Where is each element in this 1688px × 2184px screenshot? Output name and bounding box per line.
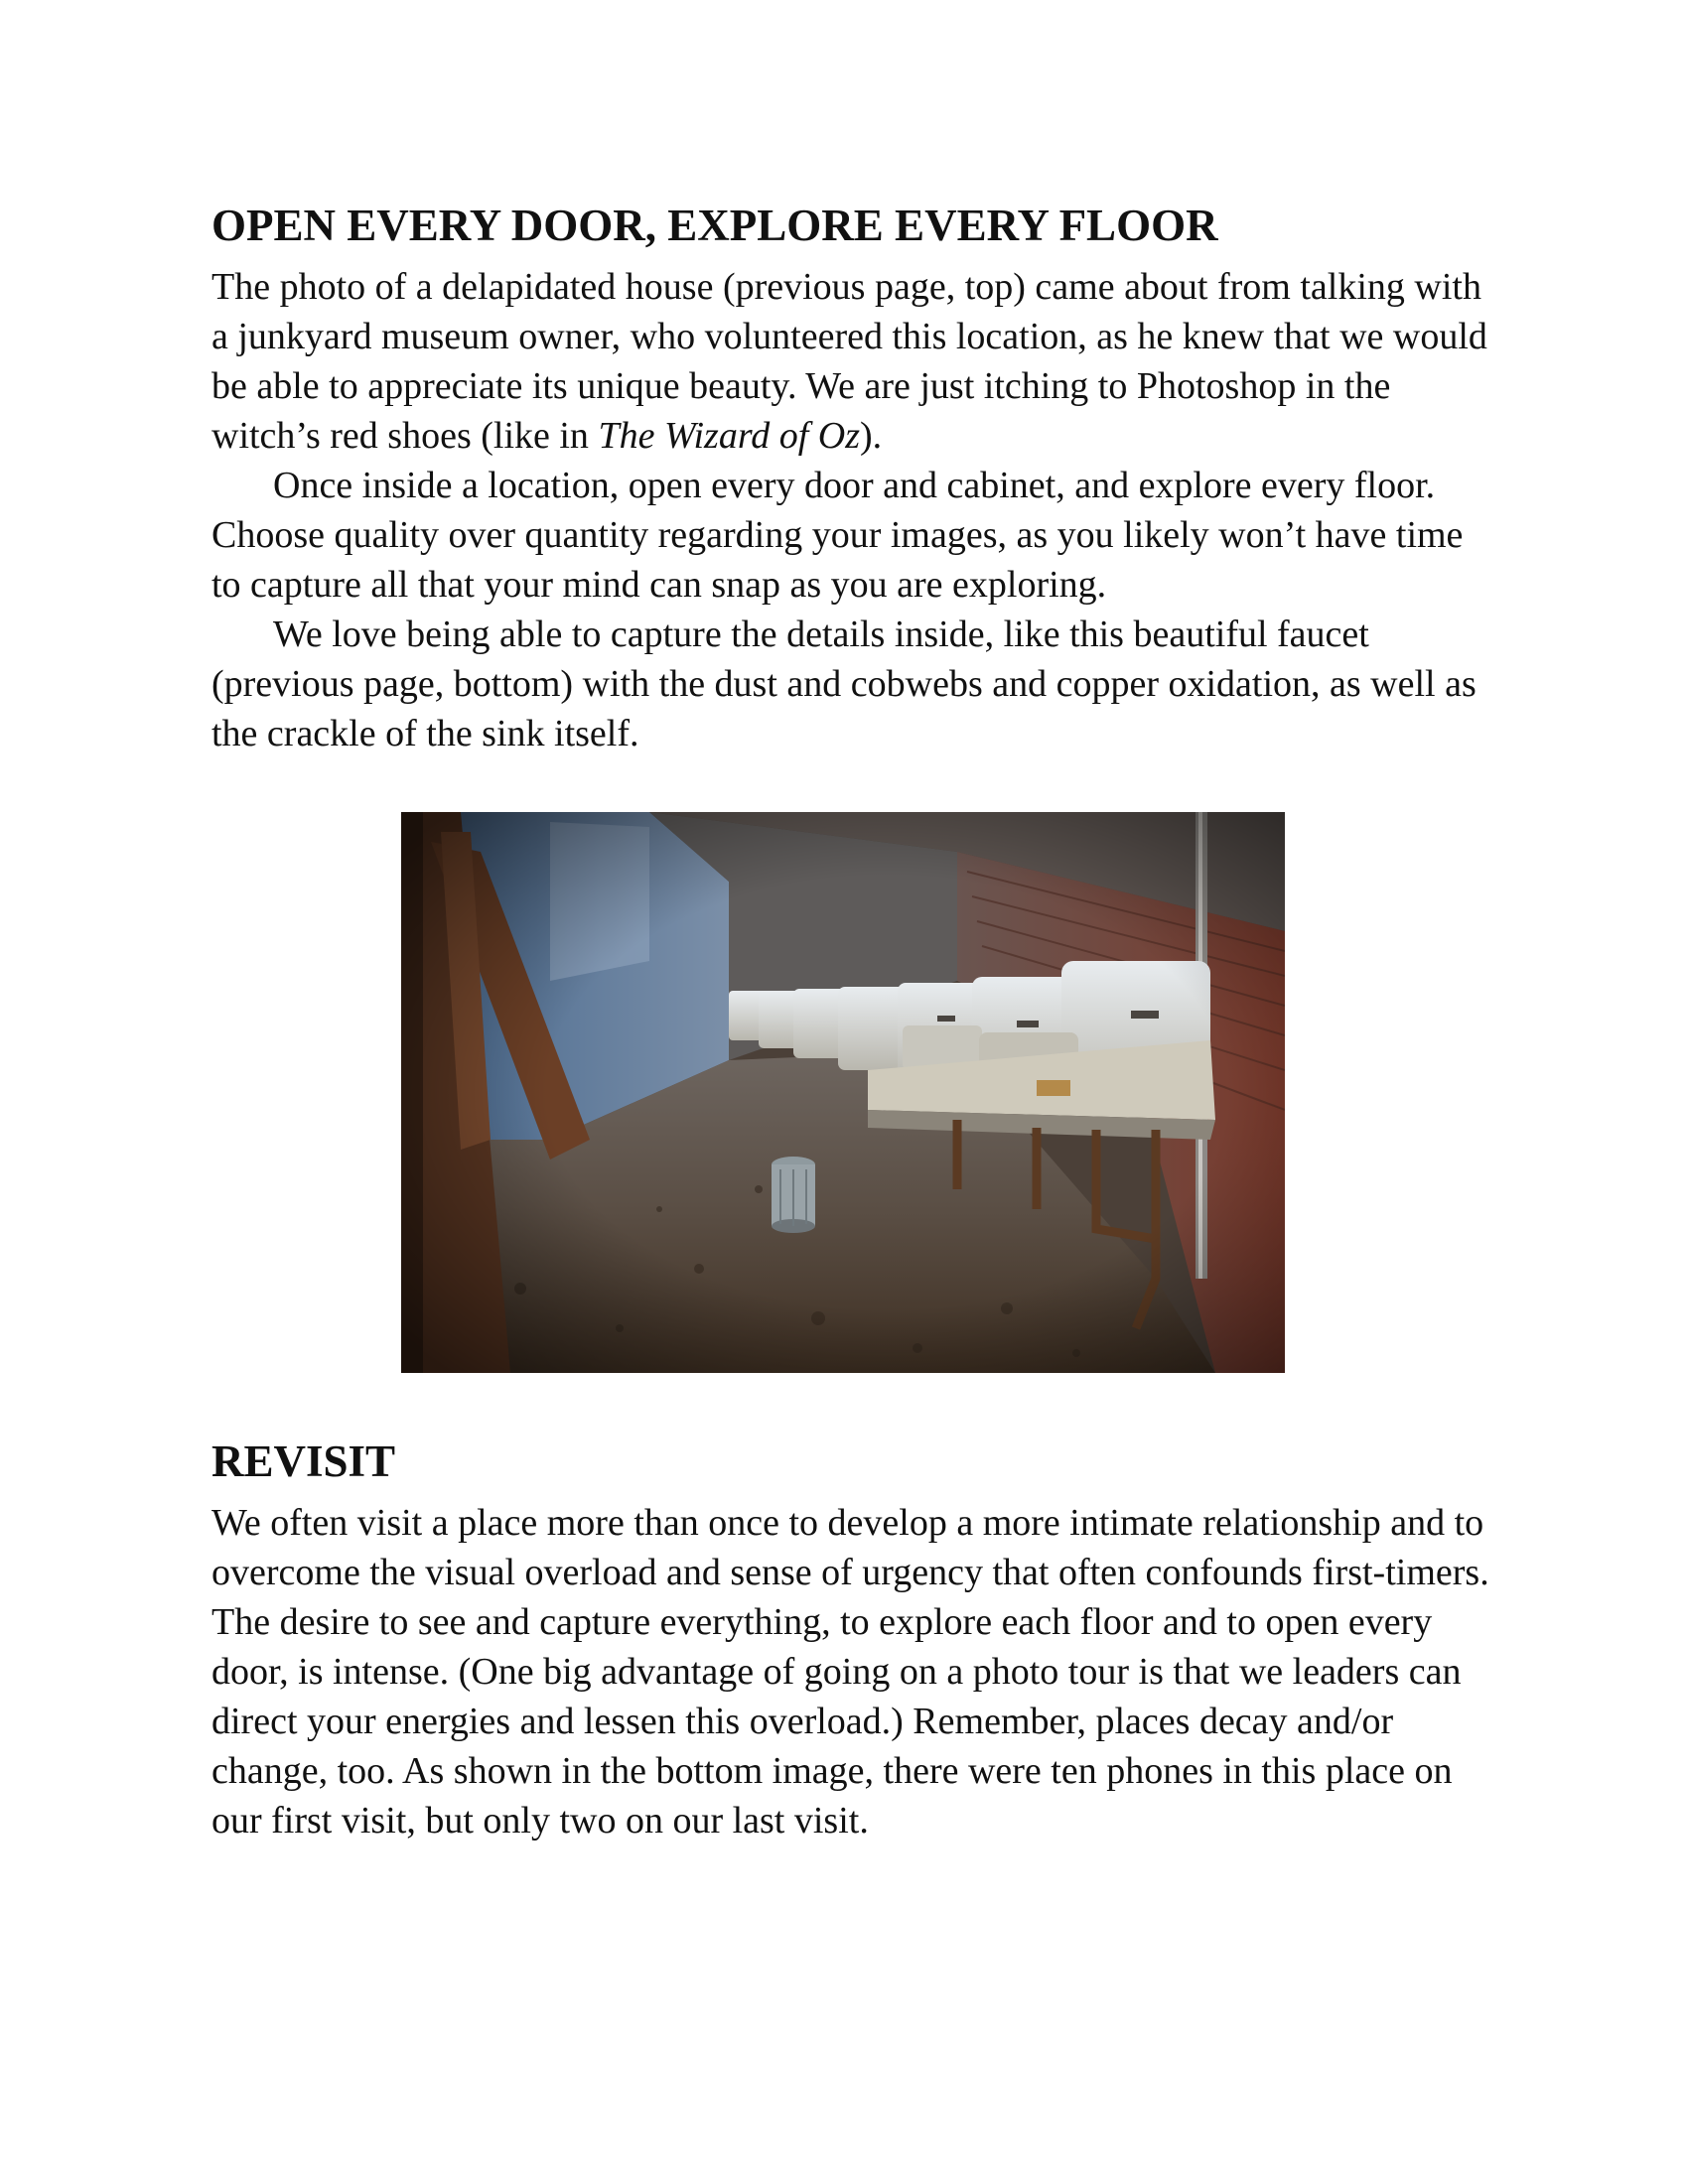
section-heading: OPEN EVERY DOOR, EXPLORE EVERY FLOOR <box>211 201 1218 250</box>
paragraph-text: The photo of a delapidated house (previous page, top) came about from talking with a junkyard museum owner, who volunteered this location, as he knew that we would be able to appreciate its unique beauty. We are just itching to Photoshop in the witch’s red shoes (like in <box>211 266 1487 457</box>
section-open-every-door <box>211 195 1492 758</box>
section-revisit <box>211 1431 1492 1845</box>
sinks-photo <box>401 812 1285 1373</box>
paragraph-text: ). <box>860 415 883 457</box>
page <box>211 195 1492 1845</box>
section-heading: REVISIT <box>211 1436 396 1486</box>
book-title: The Wizard of Oz <box>598 415 861 457</box>
paragraph: We love being able to capture the details inside, like this beautiful faucet (previous page, bottom) with the dust and cobwebs and copper oxidation, as well as the crackle of the sink itself. <box>211 614 1477 754</box>
sinks-photo-image <box>401 812 1285 1373</box>
paragraph <box>211 262 1492 461</box>
paragraph: We often visit a place more than once to develop a more intimate relationship and to overcome the visual overload and sense of urgency that often confounds first-timers. The desire to see and capture everything, to explore each floor and to open every door, is intense. (One big advantage of going on a photo tour is that we leaders can direct your energies and lessen this overload.) Remember, places decay and/or change, too. As shown in the bottom image, there were ten phones in this place on our first visit, but only two on our last visit. <box>211 1502 1489 1842</box>
paragraph: Once inside a location, open every door and cabinet, and explore every floor. Choose quality over quantity regarding your images, as you likely won’t have time to capture all that your mind can snap as you are exploring. <box>211 465 1464 606</box>
